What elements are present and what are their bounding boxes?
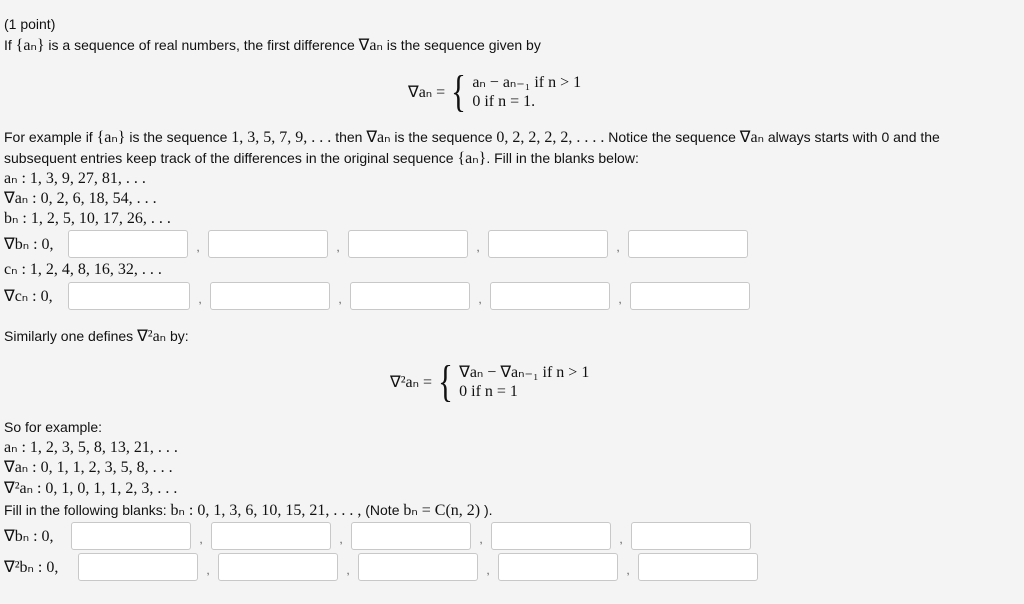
similarly-a: Similarly one defines [4, 328, 134, 344]
seq-c: cₙ : 1, 2, 4, 8, 16, 32, . . . [4, 261, 162, 278]
seq-a: aₙ : 1, 3, 9, 27, 81, . . . [4, 170, 146, 187]
dc-input-2[interactable] [210, 282, 330, 310]
dc-input-1[interactable] [68, 282, 190, 310]
def2-case1: ∇aₙ − ∇aₙ₋₁ if n > 1 [459, 364, 590, 381]
intro-suffix: is the sequence given by [386, 37, 541, 53]
comma: , [486, 563, 490, 577]
d2b-label: ∇²bₙ : 0, [4, 559, 59, 576]
points-label: (1 point) [4, 16, 56, 32]
def1-case1: aₙ − aₙ₋₁ if n > 1 [472, 74, 582, 91]
d2b-input-2[interactable] [218, 553, 338, 581]
brace-icon: { [451, 67, 467, 116]
comma: , [476, 240, 480, 254]
comma: , [339, 532, 343, 546]
example-line-1 [4, 128, 940, 147]
db2-input-3[interactable] [351, 522, 471, 550]
brace-icon: { [438, 357, 453, 406]
db-input-5[interactable] [628, 230, 748, 258]
fill-seq: bₙ : 0, 1, 3, 6, 10, 15, 21, . . . , [170, 502, 362, 519]
db-label: ∇bₙ : 0, [4, 236, 54, 253]
db2-label: ∇bₙ : 0, [4, 528, 54, 545]
dc-label: ∇cₙ : 0, [4, 288, 53, 305]
db-input-3[interactable] [348, 230, 468, 258]
intro-line [4, 36, 541, 55]
dc-input-4[interactable] [490, 282, 610, 310]
similarly-sym: ∇²aₙ [137, 328, 167, 345]
db-input-1[interactable] [68, 230, 188, 258]
ex-text-e: Notice the sequence [608, 129, 736, 145]
seq2-a: aₙ : 1, 2, 3, 5, 8, 13, 21, . . . [4, 439, 178, 456]
comma: , [196, 240, 200, 254]
def1-case2: 0 if n = 1. [472, 93, 536, 110]
d2b-input-3[interactable] [358, 553, 478, 581]
comma: , [198, 292, 202, 306]
comma: , [479, 532, 483, 546]
seq-b: bₙ : 1, 2, 5, 10, 17, 26, . . . [4, 210, 171, 227]
def2-lhs: ∇²aₙ = [390, 374, 432, 391]
row-db2 [4, 521, 751, 551]
db2-input-2[interactable] [211, 522, 331, 550]
definition-second-difference [390, 357, 590, 406]
comma: , [336, 240, 340, 254]
db-input-2[interactable] [208, 230, 328, 258]
row-db [4, 229, 748, 259]
def1-lhs: ∇aₙ = [408, 84, 446, 101]
db2-input-1[interactable] [71, 522, 191, 550]
comma: , [199, 532, 203, 546]
seq2-da: ∇aₙ : 0, 1, 1, 2, 3, 5, 8, . . . [4, 459, 173, 476]
example-line-2 [4, 149, 639, 168]
ex-seq-symbol: {aₙ} [96, 129, 126, 146]
so-example: So for example: [4, 419, 103, 435]
db2-input-5[interactable] [631, 522, 751, 550]
comma: , [206, 563, 210, 577]
ex-seq2: 0, 2, 2, 2, 2, . . . . [496, 129, 605, 146]
ex-diff-symbol: ∇aₙ [366, 129, 391, 146]
ex-diff-symbol-2: ∇aₙ [739, 129, 764, 146]
comma: , [619, 532, 623, 546]
intro-prefix: If [4, 37, 12, 53]
d2b-input-1[interactable] [78, 553, 198, 581]
ex-line2-end: . Fill in the blanks below: [486, 150, 639, 166]
ex-text-a: For example if [4, 129, 93, 145]
row-d2b [4, 552, 758, 582]
d2b-input-4[interactable] [498, 553, 618, 581]
fill-note-a: (Note [365, 502, 400, 518]
comma: , [626, 563, 630, 577]
seq-symbol: {aₙ} [15, 37, 45, 54]
fill-a: Fill in the following blanks: [4, 502, 167, 518]
db2-input-4[interactable] [491, 522, 611, 550]
similarly-b: by: [169, 328, 189, 344]
db-input-4[interactable] [488, 230, 608, 258]
comma: , [338, 292, 342, 306]
def2-case2: 0 if n = 1 [459, 383, 518, 400]
fill-note-c: ). [484, 502, 493, 518]
d2b-input-5[interactable] [638, 553, 758, 581]
comma: , [618, 292, 622, 306]
definition-first-difference [408, 67, 582, 116]
ex-seq1: 1, 3, 5, 7, 9, . . . [231, 129, 332, 146]
seq-da: ∇aₙ : 0, 2, 6, 18, 54, . . . [4, 190, 157, 207]
ex-line2-symbol: {aₙ} [457, 150, 487, 167]
seq2-d2a: ∇²aₙ : 0, 1, 0, 1, 1, 2, 3, . . . [4, 480, 178, 497]
diff-symbol: ∇aₙ [358, 37, 383, 54]
comma: , [616, 240, 620, 254]
intro-mid: is a sequence of real numbers, the first difference [48, 37, 355, 53]
comma: , [346, 563, 350, 577]
ex-line2: subsequent entries keep track of the differences in the original sequence [4, 150, 454, 166]
ex-text-d: is the sequence [394, 129, 493, 145]
ex-text-b: is the sequence [129, 129, 228, 145]
fill-note-b: bₙ = C(n, 2) [403, 502, 481, 519]
row-dc [4, 281, 750, 311]
fill-line [4, 501, 493, 520]
ex-text-f: always starts with 0 and the [767, 129, 940, 145]
similarly-line [4, 327, 189, 346]
dc-input-5[interactable] [630, 282, 750, 310]
dc-input-3[interactable] [350, 282, 470, 310]
comma: , [478, 292, 482, 306]
ex-text-c: then [335, 129, 363, 145]
